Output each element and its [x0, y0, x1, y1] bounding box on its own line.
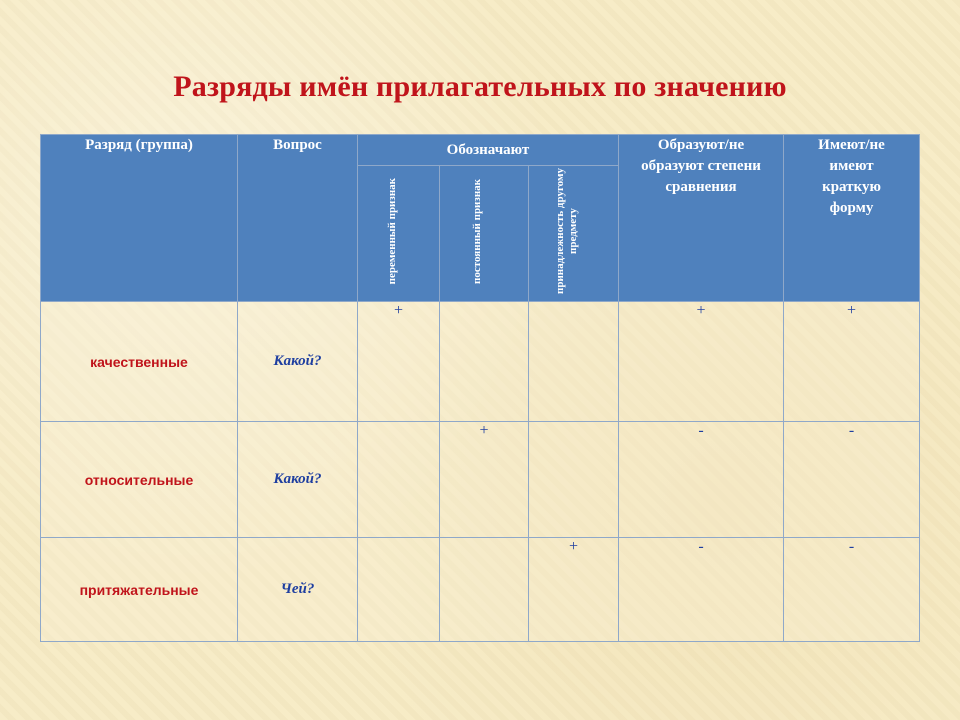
cell-degrees	[619, 538, 784, 642]
header-question: Вопрос	[238, 135, 358, 302]
cell-degrees	[619, 302, 784, 422]
cell-short	[784, 422, 920, 538]
page-title: Разряды имён прилагательных по значению	[173, 70, 787, 103]
header-possession-label: принадлежность другому предмету	[553, 168, 579, 294]
table-row	[41, 538, 920, 642]
cell-variable	[358, 302, 440, 422]
header-category: Разряд (группа)	[41, 135, 238, 302]
row-category: качественные	[41, 302, 238, 422]
cell-constant	[440, 422, 529, 538]
row-category: притяжательные	[41, 538, 238, 642]
cell-variable-value: +	[393, 302, 404, 319]
cell-short-value: -	[848, 538, 855, 555]
header-degrees: Образуют/не образуют степени сравнения	[619, 135, 784, 302]
cell-variable	[358, 538, 440, 642]
header-variable-trait	[358, 166, 440, 302]
cell-possession	[529, 422, 619, 538]
cell-constant-value: +	[479, 422, 489, 439]
cell-possession	[529, 302, 619, 422]
header-possession	[529, 166, 619, 302]
row-category: относительные	[41, 422, 238, 538]
cell-degrees-value: +	[696, 302, 706, 319]
cell-possession	[529, 538, 619, 642]
cell-variable	[358, 422, 440, 538]
cell-short	[784, 302, 920, 422]
row-question: Чей?	[238, 538, 358, 642]
table-row	[41, 422, 920, 538]
cell-possession-value: +	[568, 538, 579, 555]
cell-short-value: -	[848, 422, 855, 439]
header-short-form: Имеют/не имеют краткую форму	[784, 135, 920, 302]
row-question: Какой?	[238, 302, 358, 422]
cell-degrees	[619, 422, 784, 538]
row-question: Какой?	[238, 422, 358, 538]
cell-short	[784, 538, 920, 642]
cell-degrees-value: -	[698, 538, 704, 555]
header-variable-trait-label: переменный признак	[385, 177, 398, 285]
header-denote: Обозначают	[358, 135, 619, 166]
cell-constant	[440, 538, 529, 642]
header-constant-trait-label: постоянный признак	[471, 178, 483, 284]
cell-constant	[440, 302, 529, 422]
table-row	[41, 302, 920, 422]
header-constant-trait	[440, 166, 529, 302]
adjective-categories-table	[40, 134, 920, 642]
cell-degrees-value: -	[698, 422, 704, 439]
cell-short-value: +	[846, 302, 857, 319]
